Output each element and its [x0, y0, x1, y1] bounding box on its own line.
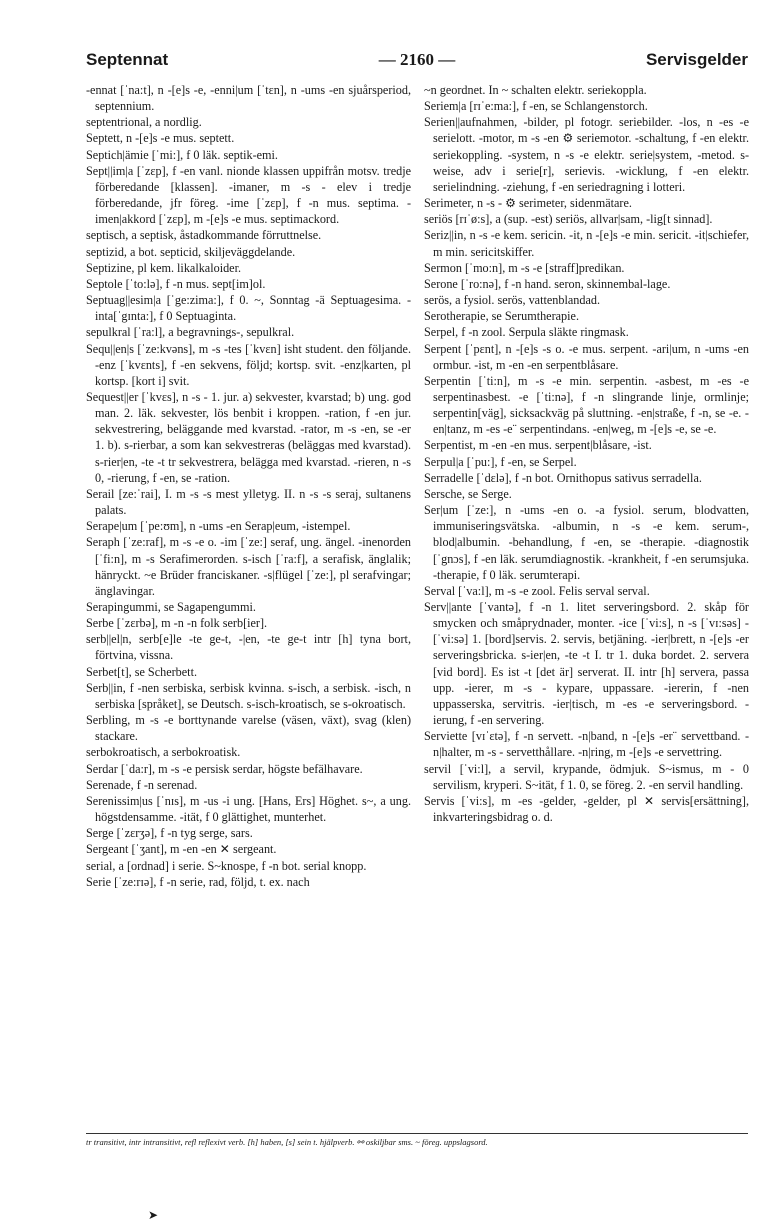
dictionary-entry: Serotherapie, se Serumtherapie. — [424, 309, 579, 324]
dictionary-entry: serös, a fysiol. serös, vattenblandad. — [424, 293, 600, 308]
dictionary-entry: Serradelle [ˈdɛlə], f -n bot. Ornithopus sativus serradella. — [424, 470, 702, 485]
dictionary-entry: -ennat [ˈna:t], n -[e]s -e, -enni|um [ˈtɛn], n -ums -en sjuårsperiod, septennium. — [86, 83, 411, 114]
dictionary-entry: Serpent [ˈpɛnt], n -[e]s -s o. -e mus. serpent. -ari|um, n -ums -en ormbur. -ist, m -en -en serpentblåsare. — [424, 341, 749, 372]
dictionary-entry: Serenade, f -n serenad. — [86, 777, 198, 792]
dictionary-entry: Serpentist, m -en -en mus. serpent|blåsare, -ist. — [424, 438, 652, 453]
dictionary-entry: serb||el|n, serb[e]le -te ge-t, -|en, -te ge-t intr [h] tyna bort, förtvina, vissna. — [86, 632, 411, 663]
dictionary-entry: Serdar [ˈda:r], m -s -e persisk serdar, högste befälhavare. — [86, 761, 363, 776]
dictionary-entry: Septole [ˈto:lə], f -n mus. sept[im]ol. — [86, 276, 266, 291]
dictionary-entry: septizid, a bot. septicid, skiljeväggdelande. — [86, 244, 296, 259]
header-first-word: Septennat — [86, 50, 169, 69]
dictionary-entry: Serb||in, f -nen serbiska, serbisk kvinna. s-isch, a serbisk. -isch, n serbiska [språket], se Deutsch. s-isch-kroatisch, se s-okroatisch. — [86, 680, 411, 711]
dictionary-entry: Sept||im|a [ˈzɛp], f -en vanl. nionde klassen uppifrån motsv. tredje förberedande [klassen]. -imaner, m -s - elev i tredje förberedande, jfr föreg. -ime [ˈzɛp], f -n mus. septima. -imen|akkord [ˈzɛp], m -[e]s -e mus. septimackord. — [86, 163, 411, 227]
right-column — [424, 82, 749, 825]
dictionary-entry: Sersche, se Serge. — [424, 486, 512, 501]
dictionary-entry: Sequ||en|s [ˈze:kvəns], m -s -tes [ˈkvɛn] isht student. den följande. -enz [ˈkvɛnts], f -en sekvens, följd; kortsp. svit. -enz|karten, pl kortsp. [kort i] svit. — [86, 341, 411, 388]
dictionary-entry: Serimeter, n -s - ⚙ serimeter, sidenmätare. — [424, 196, 632, 211]
dictionary-entry: Serpentin [ˈti:n], m -s -e min. serpentin. -asbest, m -es -e serpentinasbest. -e [ˈti:nə], f -n slingrande linje, ormlinje; serpentin[väg], sicksackväg på sluttning. -en|straße, f -n, se -e. -en|tanz, m -es -e¨ serpentindans. -en|weg, m -[e]s -e, se -e. — [424, 373, 749, 437]
dictionary-entry: Serie [ˈze:rɪə], f -n serie, rad, följd, t. ex. nach — [86, 874, 310, 889]
dictionary-entry: Serpel, f -n zool. Serpula släkte ringmask. — [424, 325, 629, 340]
dictionary-entry: Serenissim|us [ˈnɪs], m -us -i ung. [Hans, Ers] Höghet. s~, a ung. högstdensamme. -ität, f 0 glättighet, munterhet. — [86, 793, 411, 825]
page-number: — 2160 — — [378, 50, 456, 69]
page-corner-mark: ➤ — [148, 1208, 159, 1222]
dictionary-entry: Seraph [ˈze:raf], m -s -e o. -im [ˈze:] seraf, ung. ängel. -inenorden [ˈfi:n], m -s Serafimerorden. s-isch [ˈra:f], a serafisk, änglalik; hänryckt. ~e Brüder franciskaner. -s|flügel [ˈze:], pl serafvingar; änglavingar. — [86, 535, 411, 598]
dictionary-entry: Sequest||er [ˈkvɛs], n -s - 1. jur. a) sekvester, kvarstad; b) ung. god man. 2. läk. sekvester, lös benbit i kroppen. -ration, f -en jur. sekvestrering, beläggande med kvarstad. -rator, m -s -en, se -er 1. b). s-rierbar, a som kan sekvestreras (beläggas med kvarstad). s-rier|en, -te -t tr sekvestrera, belägga med kvarstad. -rieren, n -s 0, -rierung, f -en, se -ration. — [86, 389, 411, 485]
dictionary-entry: septentrional, a nordlig. — [86, 115, 202, 130]
dictionary-entry: Servis [ˈvi:s], m -es -gelder, -gelder, pl ✕ servis[ersättning], inkvarteringsbidrag o. d. — [424, 793, 749, 825]
dictionary-entry: sepulkral [ˈra:l], a begravnings-, sepulkral. — [86, 325, 295, 340]
dictionary-entry: Serapingummi, se Sagapengummi. — [86, 600, 256, 614]
dictionary-entry: Serv||ante [ˈvantə], f -n 1. litet serveringsbord. 2. skåp för smycken och småprydnader, monter. -ice [ˈvi:s], n -s [ˈvɪ:səs] - [ˈvi:sə] 1. [bord]servis. 2. servis, betjäning. -ier|brett, n -[e]s -er serveringsbricka. s-ier|en, -te -t I. tr 1. duka bordet. 2. servera [vid bord]. Es ist -t [det är] serverat. II. intr [h] servera, passa upp. -ierer, m -s - kypare, uppassare. -iererin, f -nen uppasserska, servitris. -ier|tisch, m -es -e serveringsbord. -ierung, f -en servering. — [424, 600, 749, 728]
dictionary-entry: Serien||aufnahmen, -bilder, pl fotogr. seriebilder. -los, n -es -e serielott. -motor, m -s -en ⚙ seriemotor. -schaltung, f -en elektr. seriekoppling. -system, n -s -e elektr. serie|system, -metod. s-weise, adv i serie[r], serievis. -wicklung, f -en elektr. serielindning. -ziehung, f -en seriedragning i lotteri. — [424, 115, 749, 194]
dictionary-entry: Seriem|a [rɪˈe:ma:], f -en, se Schlangenstorch. — [424, 99, 648, 114]
dictionary-entry: Serape|um [ˈpe:ʊm], n -ums -en Serap|eum, -istempel. — [86, 519, 351, 534]
dictionary-entry: Seriz||in, n -s -e kem. sericin. -it, n -[e]s -e min. sericit. -it|schiefer, m min. sericitskiffer. — [424, 228, 749, 259]
dictionary-entry: Serpul|a [ˈpu:], f -en, se Serpel. — [424, 454, 577, 469]
dictionary-entry: Sergeant [ˈʒant], m -en -en ✕ sergeant. — [86, 842, 277, 857]
dictionary-entry: serial, a [ordnad] i serie. S~knospe, f -n bot. serial knopp. — [86, 858, 367, 873]
dictionary-entry: Serbling, m -s -e borttynande varelse (väsen, växt), svag (klen) stackare. — [86, 713, 411, 744]
dictionary-entry: ~n geordnet. In ~ schalten elektr. seriekoppla. — [424, 83, 647, 97]
dictionary-entry: seriös [rɪˈø:s], a (sup. -est) seriös, allvar|sam, -lig[t sinnad]. — [424, 212, 713, 227]
left-column — [86, 82, 411, 890]
dictionary-entry: Sermon [ˈmo:n], m -s -e [straff]predikan. — [424, 260, 625, 275]
dictionary-entry: Serail [ze:ˈrai], I. m -s -s mest ylletyg. II. n -s -s seraj, sultanens palats. — [86, 486, 411, 518]
dictionary-entry: Septich|ämie [ˈmi:], f 0 läk. septik-emi. — [86, 147, 278, 162]
dictionary-entry: Serbet[t], se Scherbett. — [86, 664, 198, 679]
dictionary-entry: Ser|um [ˈze:], n -ums -en o. -a fysiol. serum, blodvatten, immuniseringsvätska. -albumin, n -s -e kem. serum-, blod|albumin. -behandlung, f -en, se -therapie. -diagnostik [ˈgnɔs], f -en läk. serumdiagnostik. -krankheit, f -en serumsjuka. -therapie, f 0 läk. serumterapi. — [424, 503, 749, 582]
dictionary-entry: Serviette [vɪˈɛtə], f -n servett. -n|band, n -[e]s -er¨ servettband. -n|halter, m -s - servetthållare. -n|ring, m -[e]s -e servettring. — [424, 729, 749, 760]
dictionary-entry: Serone [ˈro:nə], f -n hand. seron, skinnembal-lage. — [424, 276, 671, 291]
dictionary-entry: serbokroatisch, a serbokroatisk. — [86, 745, 241, 760]
header-last-word: Servisgelder — [645, 50, 748, 69]
abbreviation-footer: tr transitivt, intr intransitivt, refl reflexivt verb. [h] haben, [s] sein t. hjälpverb. ⚯ oskiljbar sms. ~ föreg. uppslagsord. — [86, 1133, 748, 1148]
page-header — [86, 50, 748, 80]
dictionary-entry: Serval [ˈva:l], m -s -e zool. Felis serval serval. — [424, 583, 650, 598]
dictionary-entry: Serbe [ˈzɛrbə], m -n -n folk serb[ier]. — [86, 616, 268, 631]
dictionary-entry: septisch, a septisk, åstadkommande förruttnelse. — [86, 228, 322, 243]
dictionary-entry: servil [ˈvi:l], a servil, krypande, ödmjuk. S~ismus, m - 0 servilism, kryperi. S~ität, f 1. 0, se föreg. 2. -en servil handling. — [424, 761, 749, 792]
dictionary-entry: Septizine, pl kem. likalkaloider. — [86, 260, 242, 275]
dictionary-entry: Serge [ˈzɛrʒə], f -n tyg serge, sars. — [86, 826, 253, 841]
dictionary-entry: Septett, n -[e]s -e mus. septett. — [86, 131, 235, 146]
dictionary-entry: Septuag||esim|a [ˈge:zima:], f 0. ~, Sonntag -ä Septuagesima. -inta[ˈgɪnta:], f 0 Septuaginta. — [86, 293, 411, 324]
